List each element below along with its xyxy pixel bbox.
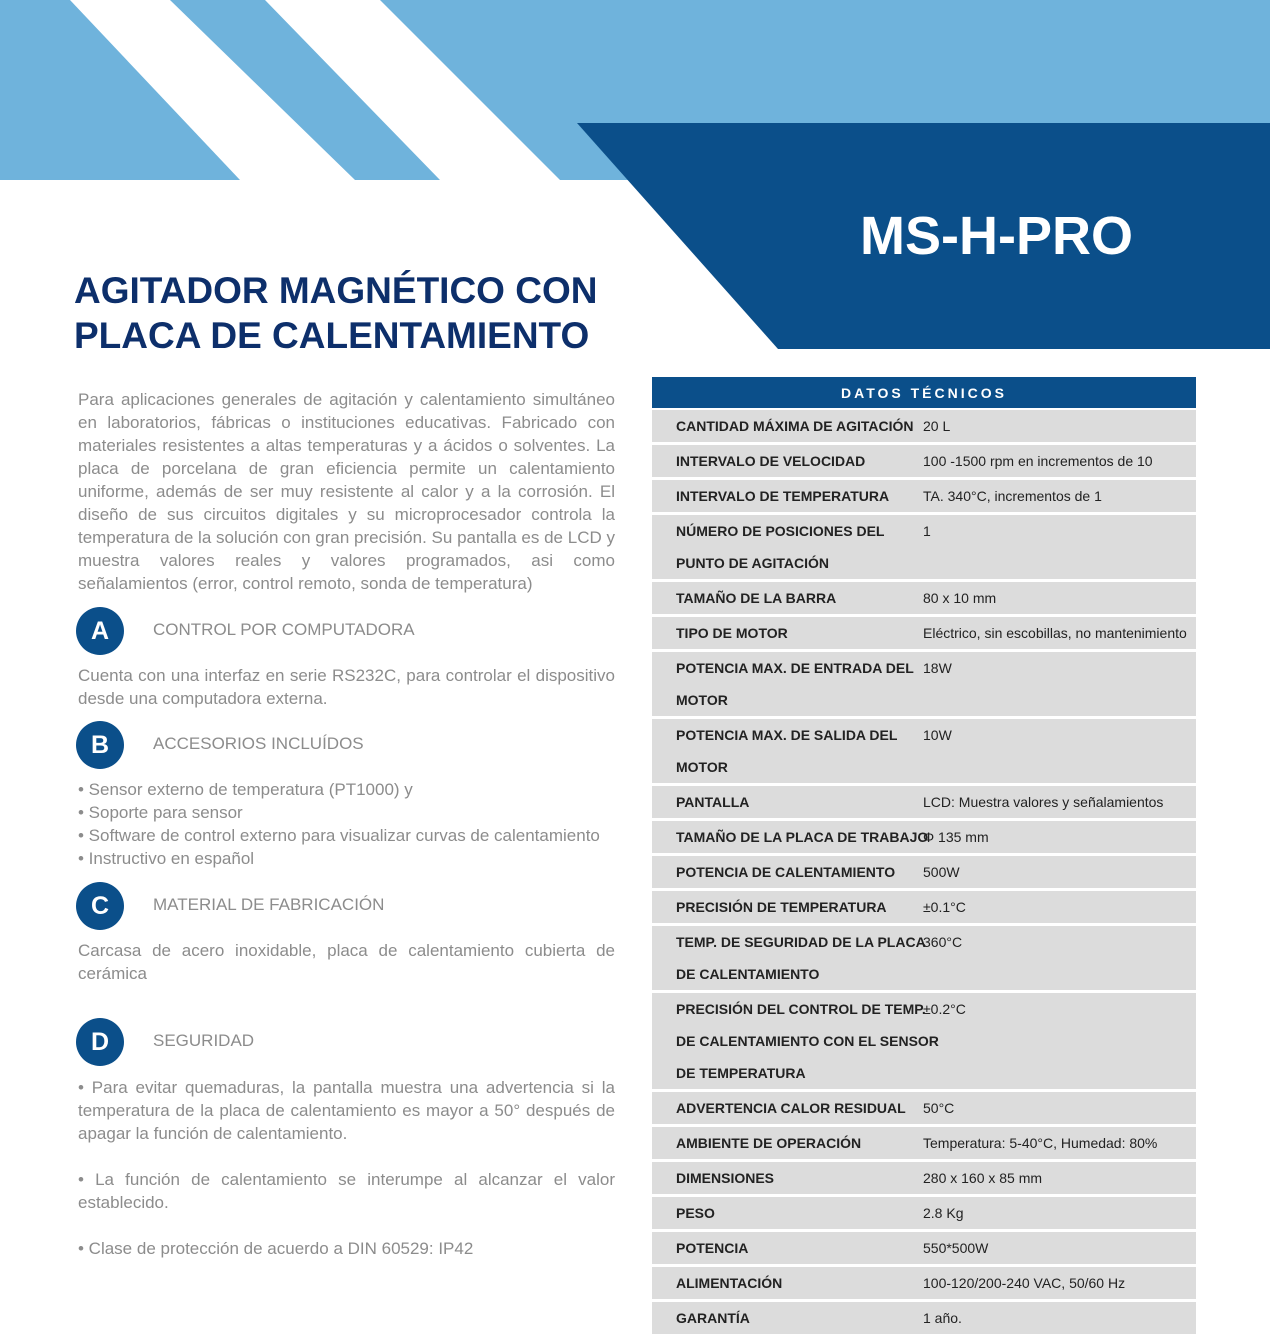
section-d-title: SEGURIDAD bbox=[153, 1031, 255, 1050]
spec-label-line: ALIMENTACIÓN bbox=[676, 1275, 783, 1291]
intro-paragraph: Para aplicaciones generales de agitación y calentamiento simultáneo en laboratorios, fábricas o instituciones educativas. Fabricado con materiales resistentes a altas temperaturas y a ácidos o solventes. La placa de porcelana de gran eficiencia permite un calentamiento uniforme, además de ser muy resistente al calor y a la corrosión. El diseño de sus circuitos digitales y su microprocesador controla la temperatura de la solución con gran precisión. Su pantalla es de LCD y muestra valores reales y valores programados, asi como señalamientos (error, control remoto, sonda de temperatura) bbox=[78, 390, 615, 593]
spec-label bbox=[652, 926, 926, 990]
spec-value: Φ 135 mm bbox=[923, 829, 989, 845]
spec-row bbox=[652, 617, 1196, 652]
spec-label bbox=[652, 617, 901, 649]
list-item: • Sensor externo de temperatura (PT1000) y bbox=[78, 780, 413, 799]
spec-label-line: INTERVALO DE VELOCIDAD bbox=[676, 453, 866, 469]
spec-label-line: CANTIDAD MÁXIMA DE AGITACIÓN bbox=[676, 418, 914, 434]
spec-label bbox=[652, 480, 901, 512]
safety-paragraph-2: • La función de calentamiento se interumpe al alcanzar el valor establecido. bbox=[78, 1170, 615, 1212]
spec-label-line: NÚMERO DE POSICIONES DEL bbox=[676, 523, 885, 539]
spec-row bbox=[652, 856, 1196, 891]
spec-row bbox=[652, 926, 1196, 993]
spec-label bbox=[652, 410, 914, 442]
safety-paragraph-1: • Para evitar quemaduras, la pantalla muestra una advertencia si la temperatura de la placa de calentamiento es mayor a 50° después de apagar la función de calentamiento. bbox=[78, 1078, 615, 1143]
section-d-badge: D bbox=[76, 1018, 124, 1066]
spec-label bbox=[652, 856, 901, 888]
spec-label-line: POTENCIA MAX. DE ENTRADA DEL bbox=[676, 660, 914, 676]
spec-value: 100 -1500 rpm en incrementos de 10 bbox=[923, 453, 1153, 469]
spec-label-line: DE CALENTAMIENTO bbox=[676, 966, 820, 982]
spec-value: 80 x 10 mm bbox=[923, 590, 997, 606]
spec-row bbox=[652, 719, 1196, 786]
spec-label-line: TAMAÑO DE LA PLACA DE TRABAJO bbox=[676, 829, 929, 845]
spec-label-line: AMBIENTE DE OPERACIÓN bbox=[676, 1135, 862, 1151]
spec-label-line: POTENCIA bbox=[676, 1240, 749, 1256]
spec-value: 100-120/200-240 VAC, 50/60 Hz bbox=[923, 1275, 1126, 1291]
spec-label bbox=[652, 719, 901, 783]
spec-row bbox=[652, 786, 1196, 821]
spec-label bbox=[652, 1267, 901, 1299]
spec-value: 10W bbox=[923, 727, 952, 743]
spec-label-line: POTENCIA MAX. DE SALIDA DEL bbox=[676, 727, 898, 743]
spec-row bbox=[652, 1127, 1196, 1162]
spec-row bbox=[652, 1302, 1196, 1337]
spec-row bbox=[652, 1267, 1196, 1302]
spec-label-line: MOTOR bbox=[676, 692, 728, 708]
spec-label bbox=[652, 1232, 901, 1264]
spec-label bbox=[652, 1127, 901, 1159]
spec-row bbox=[652, 515, 1196, 582]
page-title bbox=[74, 268, 634, 358]
section-b-title: ACCESORIOS INCLUÍDOS bbox=[153, 734, 364, 753]
spec-value: 280 x 160 x 85 mm bbox=[923, 1170, 1043, 1186]
spec-label-line: DE TEMPERATURA bbox=[676, 1065, 806, 1081]
list-item: • Software de control externo para visualizar curvas de calentamiento bbox=[78, 826, 600, 845]
spec-row bbox=[652, 445, 1196, 480]
spec-value: ±0.2°C bbox=[923, 1001, 966, 1017]
spec-label-line: PRECISIÓN DE TEMPERATURA bbox=[676, 899, 887, 915]
spec-label-line: INTERVALO DE TEMPERATURA bbox=[676, 488, 890, 504]
spec-label bbox=[652, 786, 901, 818]
spec-label bbox=[652, 1302, 901, 1334]
spec-value: 18W bbox=[923, 660, 952, 676]
list-item: • Instructivo en español bbox=[78, 849, 255, 868]
spec-label-line: PANTALLA bbox=[676, 794, 750, 810]
spec-label bbox=[652, 582, 901, 614]
spec-row bbox=[652, 410, 1196, 445]
spec-label bbox=[652, 652, 914, 716]
spec-label bbox=[652, 821, 929, 853]
spec-value: 1 año. bbox=[923, 1310, 962, 1326]
spec-value: ±0.1°C bbox=[923, 899, 966, 915]
spec-row bbox=[652, 652, 1196, 719]
spec-value: 360°C bbox=[923, 934, 963, 950]
spec-value: Temperatura: 5-40°C, Humedad: 80% bbox=[923, 1135, 1158, 1151]
spec-label-line: TAMAÑO DE LA BARRA bbox=[676, 590, 837, 606]
spec-value: LCD: Muestra valores y señalamientos bbox=[923, 794, 1164, 810]
safety-paragraph-3: • Clase de protección de acuerdo a DIN 60529: IP42 bbox=[78, 1239, 474, 1258]
spec-label bbox=[652, 1092, 906, 1124]
spec-label-line: DE CALENTAMIENTO CON EL SENSOR bbox=[676, 1033, 939, 1049]
spec-label-line: PESO bbox=[676, 1205, 715, 1221]
section-d-text bbox=[78, 1076, 615, 1283]
spec-label-line: PRECISIÓN DEL CONTROL DE TEMP. bbox=[676, 1001, 926, 1017]
spec-label bbox=[652, 993, 939, 1089]
specs-table-header: DATOS TÉCNICOS bbox=[652, 377, 1196, 408]
section-b-list bbox=[78, 778, 638, 870]
title-line-2: PLACA DE CALENTAMIENTO bbox=[74, 315, 590, 356]
spec-row bbox=[652, 891, 1196, 926]
section-a-badge: A bbox=[76, 607, 124, 655]
spec-row bbox=[652, 1197, 1196, 1232]
spec-value: 500W bbox=[923, 864, 960, 880]
spec-row bbox=[652, 1092, 1196, 1127]
spec-label bbox=[652, 1197, 901, 1229]
spec-label bbox=[652, 515, 901, 579]
spec-label bbox=[652, 1162, 901, 1194]
spec-label-line: PUNTO DE AGITACIÓN bbox=[676, 555, 829, 571]
spec-value: 550*500W bbox=[923, 1240, 989, 1256]
spec-label bbox=[652, 445, 901, 477]
spec-value: 1 bbox=[923, 523, 931, 539]
spec-value: Eléctrico, sin escobillas, no mantenimiento bbox=[923, 625, 1187, 641]
spec-label-line: TIPO DE MOTOR bbox=[676, 625, 788, 641]
spec-row bbox=[652, 1162, 1196, 1197]
spec-row bbox=[652, 821, 1196, 856]
spec-row bbox=[652, 480, 1196, 515]
specs-table bbox=[652, 377, 1196, 1337]
spec-row bbox=[652, 582, 1196, 617]
spec-label-line: GARANTÍA bbox=[676, 1310, 750, 1326]
section-c-title: MATERIAL DE FABRICACIÓN bbox=[153, 895, 385, 914]
spec-value: 50°C bbox=[923, 1100, 955, 1116]
section-c-text: Carcasa de acero inoxidable, placa de calentamiento cubierta de cerámica bbox=[78, 941, 615, 983]
model-name: MS-H-PRO bbox=[860, 206, 1133, 266]
spec-label-line: ADVERTENCIA CALOR RESIDUAL bbox=[676, 1100, 906, 1116]
spec-value: TA. 340°C, incrementos de 1 bbox=[923, 488, 1102, 504]
spec-label-line: POTENCIA DE CALENTAMIENTO bbox=[676, 864, 896, 880]
section-c-badge: C bbox=[76, 882, 124, 930]
spec-label-line: MOTOR bbox=[676, 759, 728, 775]
section-b-badge: B bbox=[76, 721, 124, 769]
section-a-title: CONTROL POR COMPUTADORA bbox=[153, 620, 415, 639]
spec-value: 20 L bbox=[923, 418, 951, 434]
spec-label-line: DIMENSIONES bbox=[676, 1170, 775, 1186]
spec-label bbox=[652, 891, 901, 923]
specs-table-body bbox=[652, 410, 1196, 1337]
section-a-text: Cuenta con una interfaz en serie RS232C, para controlar el dispositivo desde una computadora externa. bbox=[78, 666, 615, 708]
spec-row bbox=[652, 993, 1196, 1092]
spec-row bbox=[652, 1232, 1196, 1267]
spec-value: 2.8 Kg bbox=[923, 1205, 964, 1221]
title-line-1: AGITADOR MAGNÉTICO CON bbox=[74, 270, 598, 311]
spec-label-line: TEMP. DE SEGURIDAD DE LA PLACA bbox=[676, 934, 926, 950]
list-item: • Soporte para sensor bbox=[78, 803, 243, 822]
